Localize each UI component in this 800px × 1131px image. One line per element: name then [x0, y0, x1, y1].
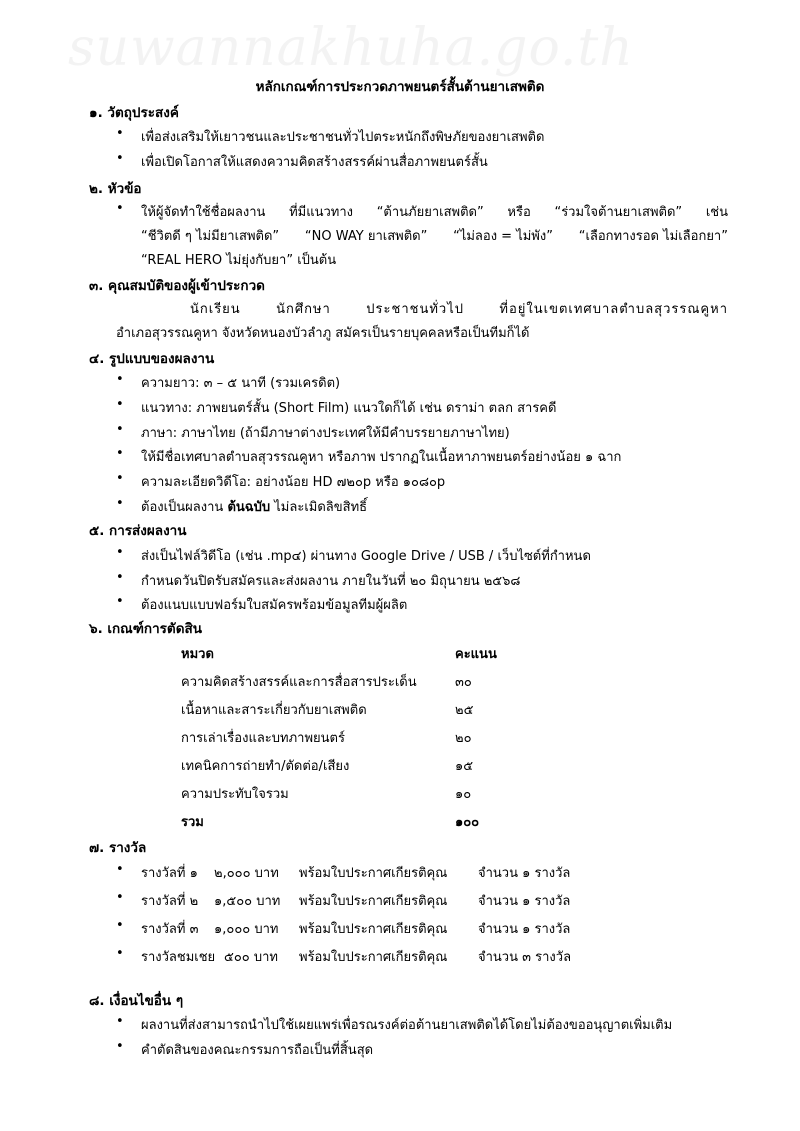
section-2-heading: ๒. หัวข้อ [89, 181, 142, 197]
s2-l2-w1: “ชีวิตดี ๆ ไม่มียาเสพติด” [141, 229, 280, 244]
bullet-icon: • [116, 570, 124, 585]
s4-item-6-bold: ต้นฉบับ [227, 500, 271, 515]
bullet-icon: • [116, 918, 124, 933]
s3-line-2: อำเภอสุวรรณคูหา จังหวัดหนองบัวลำภู สมัครเป็นรายบุคคลหรือเป็นทีมก็ได้ [116, 326, 530, 341]
section-4-heading: ๔. รูปแบบของผลงาน [89, 351, 215, 367]
prize-2-cert: พร้อมใบประกาศเกียรติคุณ [299, 894, 448, 909]
prize-4-amount: ๕๐๐ บาท [224, 950, 278, 965]
bullet-icon: • [116, 397, 124, 412]
prize-2-amount: ๑,๕๐๐ บาท [214, 894, 281, 909]
document-title: หลักเกณฑ์การประกวดภาพยนตร์สั้นต้านยาเสพติด [255, 79, 545, 95]
s3-l1-w3: ประชาชนทั่วไป [366, 302, 464, 317]
s4-item-6-post: ไม่ละเมิดลิขสิทธิ์ [270, 500, 368, 515]
prize-3-amount: ๑,๐๐๐ บาท [214, 922, 279, 937]
prize-3-count: จำนวน ๑ รางวัล [478, 922, 571, 937]
criteria-col-score: คะแนน [455, 647, 497, 662]
bullet-icon: • [116, 594, 124, 609]
s2-l1-w1: ให้ผู้จัดทำใช้ชื่อผลงาน [141, 205, 266, 220]
bullet-icon: • [116, 545, 124, 560]
bullet-icon: • [116, 422, 124, 437]
section-8-heading: ๘. เงื่อนไขอื่น ๆ [89, 993, 184, 1009]
criteria-row-4-category: เทคนิคการถ่ายทำ/ตัดต่อ/เสียง [181, 759, 350, 774]
criteria-row-3-category: การเล่าเรื่องและบทภาพยนตร์ [181, 731, 345, 746]
s5-item-3: ต้องแนบแบบฟอร์มใบสมัครพร้อมข้อมูลทีมผู้ผลิต [141, 598, 408, 613]
bullet-icon: • [116, 372, 124, 387]
bullet-icon: • [116, 126, 124, 141]
criteria-row-1-score: ๓๐ [455, 675, 472, 690]
section-6-heading: ๖. เกณฑ์การตัดสิน [89, 621, 202, 637]
bullet-icon: • [116, 151, 124, 166]
prize-3-cert: พร้อมใบประกาศเกียรติคุณ [299, 922, 448, 937]
prize-1-name: รางวัลที่ ๑ [141, 866, 198, 881]
s4-item-1: ความยาว: ๓ – ๕ นาที (รวมเครดิต) [141, 376, 341, 391]
s2-l1-w5: “ร่วมใจต้านยาเสพติด” [554, 205, 683, 220]
watermark: suwannakhuha.go.th [68, 18, 634, 78]
prize-2-name: รางวัลที่ ๒ [141, 894, 199, 909]
s3-l1-w2: นักศึกษา [276, 302, 331, 317]
s1-item-1: เพื่อส่งเสริมให้เยาวชนและประชาชนทั่วไปตระหนักถึงพิษภัยของยาเสพติด [141, 130, 545, 145]
s2-line-1 [141, 201, 728, 222]
s3-line-1 [190, 298, 728, 319]
section-3-heading: ๓. คุณสมบัติของผู้เข้าประกวด [89, 278, 265, 294]
s5-item-1: ส่งเป็นไฟล์วิดีโอ (เช่น .mp๔) ผ่านทาง Google Drive / USB / เว็บไซต์ที่กำหนด [141, 549, 591, 564]
bullet-icon: • [116, 471, 124, 486]
s2-l2-w2: “NO WAY ยาเสพติด” [304, 229, 428, 244]
criteria-row-4-score: ๑๕ [455, 759, 474, 774]
section-5-heading: ๕. การส่งผลงาน [89, 523, 187, 539]
s4-item-2: แนวทาง: ภาพยนตร์สั้น (Short Film) แนวใดก็ได้ เช่น ดราม่า ตลก สารคดี [141, 401, 557, 416]
s8-item-2: คำตัดสินของคณะกรรมการถือเป็นที่สิ้นสุด [141, 1043, 374, 1058]
s2-l1-w2: ที่มีแนวทาง [289, 205, 353, 220]
bullet-icon: • [116, 862, 124, 877]
s4-item-6-pre: ต้องเป็นผลงาน [141, 500, 228, 515]
s4-item-5: ความละเอียดวิดีโอ: อย่างน้อย HD ๗๒๐p หรือ ๑๐๘๐p [141, 475, 446, 490]
section-7-heading: ๗. รางวัล [89, 840, 147, 856]
prize-1-amount: ๒,๐๐๐ บาท [214, 866, 279, 881]
s3-l1-w4: ที่อยู่ในเขตเทศบาลตำบลสุวรรณคูหา [499, 302, 728, 317]
s2-l2-w3: “ไม่ลอง = ไม่พัง” [453, 229, 553, 244]
prize-2-count: จำนวน ๑ รางวัล [478, 894, 571, 909]
s8-item-1: ผลงานที่ส่งสามารถนำไปใช้เผยแพร่เพื่อรณรงค์ต่อต้านยาเสพติดได้โดยไม่ต้องขออนุญาตเพิ่มเติม [141, 1018, 673, 1033]
s3-l1-w1: นักเรียน [190, 302, 241, 317]
criteria-row-1-category: ความคิดสร้างสรรค์และการสื่อสารประเด็น [181, 675, 417, 690]
s4-item-6 [141, 496, 367, 517]
criteria-row-2-category: เนื้อหาและสาระเกี่ยวกับยาเสพติด [181, 703, 367, 718]
criteria-row-5-category: ความประทับใจรวม [181, 787, 289, 802]
criteria-total-score: ๑๐๐ [455, 815, 480, 830]
s5-item-2: กำหนดวันปิดรับสมัครและส่งผลงาน ภายในวันที่ ๒๐ มิถุนายน ๒๕๖๘ [141, 574, 521, 589]
s4-item-3: ภาษา: ภาษาไทย (ถ้ามีภาษาต่างประเทศให้มีคำบรรยายภาษาไทย) [141, 426, 510, 441]
s2-l1-w3: “ต้านภัยยาเสพติด” [376, 205, 484, 220]
prize-3-name: รางวัลที่ ๓ [141, 922, 199, 937]
section-1-heading: ๑. วัตถุประสงค์ [89, 105, 179, 121]
criteria-row-5-score: ๑๐ [455, 787, 472, 802]
bullet-icon: • [116, 1039, 124, 1054]
s1-item-2: เพื่อเปิดโอกาสให้แสดงความคิดสร้างสรรค์ผ่านสื่อภาพยนตร์สั้น [141, 155, 488, 170]
criteria-col-category: หมวด [181, 647, 214, 662]
prize-1-cert: พร้อมใบประกาศเกียรติคุณ [299, 866, 448, 881]
prize-4-name: รางวัลชมเชย [141, 950, 216, 965]
bullet-icon: • [116, 946, 124, 961]
criteria-total-label: รวม [181, 815, 204, 830]
criteria-row-2-score: ๒๕ [455, 703, 474, 718]
criteria-row-3-score: ๒๐ [455, 731, 472, 746]
prize-4-cert: พร้อมใบประกาศเกียรติคุณ [299, 950, 448, 965]
prize-4-count: จำนวน ๓ รางวัล [478, 950, 572, 965]
s4-item-4: ให้มีชื่อเทศบาลตำบลสุวรรณคูหา หรือภาพ ปรากฏในเนื้อหาภาพยนตร์อย่างน้อย ๑ ฉาก [141, 450, 622, 465]
bullet-icon: • [116, 446, 124, 461]
s2-l1-w6: เช่น [705, 205, 728, 220]
s2-line-2 [141, 225, 728, 246]
prize-1-count: จำนวน ๑ รางวัล [478, 866, 571, 881]
bullet-icon: • [116, 1014, 124, 1029]
s2-l1-w4: หรือ [507, 205, 531, 220]
bullet-icon: • [116, 890, 124, 905]
s2-l2-w4: “เลือกทางรอด ไม่เลือกยา” [578, 229, 728, 244]
bullet-icon: • [116, 496, 124, 511]
bullet-icon: • [116, 201, 124, 216]
s2-line-3: “REAL HERO ไม่ยุ่งกับยา” เป็นต้น [141, 253, 337, 268]
